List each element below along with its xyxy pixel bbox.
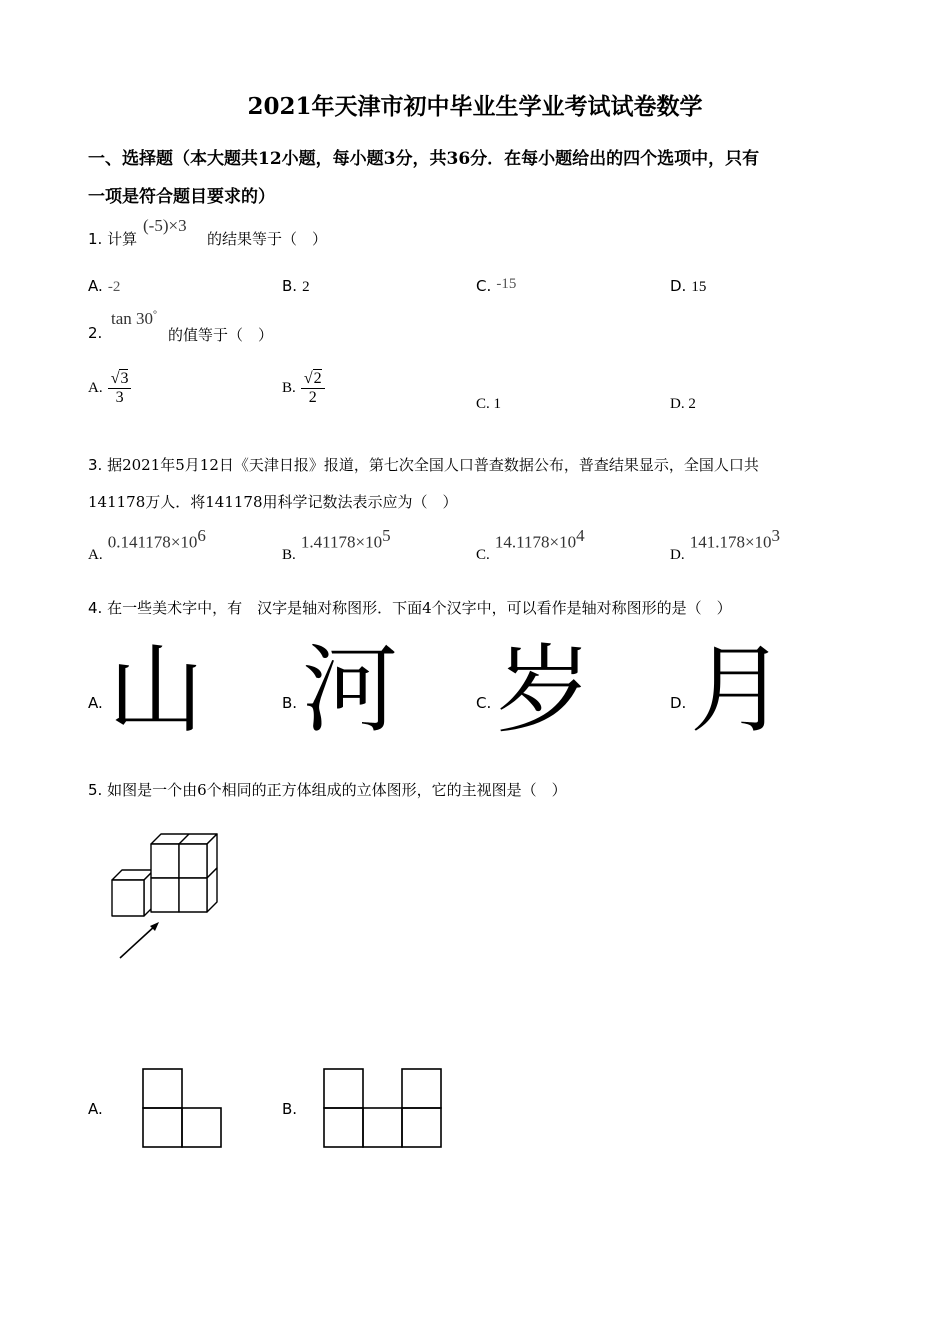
option-label: A. xyxy=(88,380,103,396)
q1-option-c[interactable] xyxy=(476,276,516,296)
question-text-post: 的结果等于（ ） xyxy=(207,230,328,248)
q4-option-c-label[interactable]: C. xyxy=(476,694,492,712)
option-label: B. xyxy=(282,277,298,295)
question-3-line1 xyxy=(88,454,759,475)
option-label: B. xyxy=(282,380,296,396)
q1-expression: (-5)×3 xyxy=(143,216,187,235)
option-value: 2 xyxy=(688,396,696,412)
option-value: -15 xyxy=(496,276,517,292)
q5-option-b-figure xyxy=(323,1068,445,1150)
exponent: 6 xyxy=(197,526,206,545)
q1-option-a[interactable] xyxy=(88,276,120,296)
question-number: 3. xyxy=(88,456,103,474)
question-text: 据2021年5月12日《天津日报》报道，第七次全国人口普查数据公布，普查结果显示，全国人口共 xyxy=(107,456,759,474)
option-value: 1 xyxy=(493,396,502,412)
question-number: 1. xyxy=(88,230,103,248)
fraction: $\frac{√2}{2}$ xyxy=(301,370,325,407)
option-label: B. xyxy=(282,547,296,564)
view-arrow xyxy=(120,925,156,958)
question-text: 如图是一个由6个相同的正方体组成的立体图形，它的主视图是（ ） xyxy=(107,781,567,799)
denominator: 2 xyxy=(308,389,317,406)
option-label: C. xyxy=(476,396,490,412)
degree-symbol: ° xyxy=(153,309,158,321)
question-text-post: 的值等于（ ） xyxy=(168,326,274,344)
q3-option-d[interactable] xyxy=(670,526,781,564)
q2-option-a[interactable] xyxy=(88,370,131,407)
q4-option-c-char: 岁 xyxy=(496,634,592,746)
q2-option-d[interactable] xyxy=(670,396,696,413)
option-label: D. xyxy=(670,277,687,295)
question-4 xyxy=(88,597,732,618)
cube-solid-figure xyxy=(104,828,228,964)
question-1 xyxy=(88,228,137,249)
q5-option-a-label[interactable]: A. xyxy=(88,1100,103,1118)
times-ten: ×10 xyxy=(170,532,198,552)
question-3-line2: 141178万人．将141178用科学记数法表示应为（ ） xyxy=(88,493,458,511)
q4-option-b-char: 河 xyxy=(302,634,398,746)
option-mantissa: 14.1178 xyxy=(494,532,550,552)
q2-option-c[interactable] xyxy=(476,396,501,413)
q3-option-b[interactable] xyxy=(282,526,391,564)
question-text-pre: 计算 xyxy=(107,230,138,248)
times-ten: ×10 xyxy=(355,532,383,552)
option-value: 2 xyxy=(302,279,310,295)
option-label: A. xyxy=(88,547,103,564)
times-ten: ×10 xyxy=(744,532,772,552)
option-mantissa: 141.178 xyxy=(689,532,745,552)
option-value: -2 xyxy=(107,279,121,295)
question-number: 4. xyxy=(88,599,103,617)
option-label: C. xyxy=(476,547,490,564)
question-number: 5. xyxy=(88,781,103,799)
radicand: 3 xyxy=(120,370,129,387)
option-value: 15 xyxy=(691,279,707,295)
q4-option-d-char: 月 xyxy=(690,634,786,746)
page-title: 2021年天津市初中毕业生学业考试试卷数学 xyxy=(247,93,703,120)
fraction: $\frac{√3}{3}$ xyxy=(108,370,132,407)
option-label: A. xyxy=(88,277,103,295)
q5-option-a-figure xyxy=(142,1068,224,1150)
q4-option-a-label[interactable]: A. xyxy=(88,694,103,712)
option-label: C. xyxy=(476,277,492,295)
option-label: D. xyxy=(670,547,685,564)
q5-option-b-label[interactable]: B. xyxy=(282,1100,298,1118)
q1-option-d[interactable] xyxy=(670,276,706,296)
question-5 xyxy=(88,779,567,800)
q1-option-b[interactable] xyxy=(282,276,310,296)
function-name: tan 30 xyxy=(111,309,154,328)
q2-expression xyxy=(111,309,157,329)
q3-option-c[interactable] xyxy=(476,526,585,564)
exponent: 4 xyxy=(576,526,585,545)
denominator: 3 xyxy=(115,389,124,406)
section-heading-line2: 一项是符合题目要求的） xyxy=(88,187,275,207)
q4-option-d-label[interactable]: D. xyxy=(670,694,687,712)
q4-option-b-label[interactable]: B. xyxy=(282,694,298,712)
q3-option-a[interactable] xyxy=(88,526,206,564)
times-ten: ×10 xyxy=(549,532,577,552)
exponent: 5 xyxy=(382,526,391,545)
q2-option-b[interactable] xyxy=(282,370,325,407)
question-number: 2. xyxy=(88,324,103,342)
question-text: 在一些美术字中，有 汉字是轴对称图形．下面4个汉字中，可以看作是轴对称图形的是（ ） xyxy=(107,599,732,617)
option-mantissa: 0.141178 xyxy=(107,532,171,552)
radicand: 2 xyxy=(313,370,322,387)
option-mantissa: 1.41178 xyxy=(300,532,356,552)
exponent: 3 xyxy=(771,526,781,545)
q4-option-a-char: 山 xyxy=(108,634,204,746)
option-label: D. xyxy=(670,396,685,412)
section-heading-line1: 一、选择题（本大题共12小题，每小题3分，共36分．在每小题给出的四个选项中，只有 xyxy=(88,149,760,169)
